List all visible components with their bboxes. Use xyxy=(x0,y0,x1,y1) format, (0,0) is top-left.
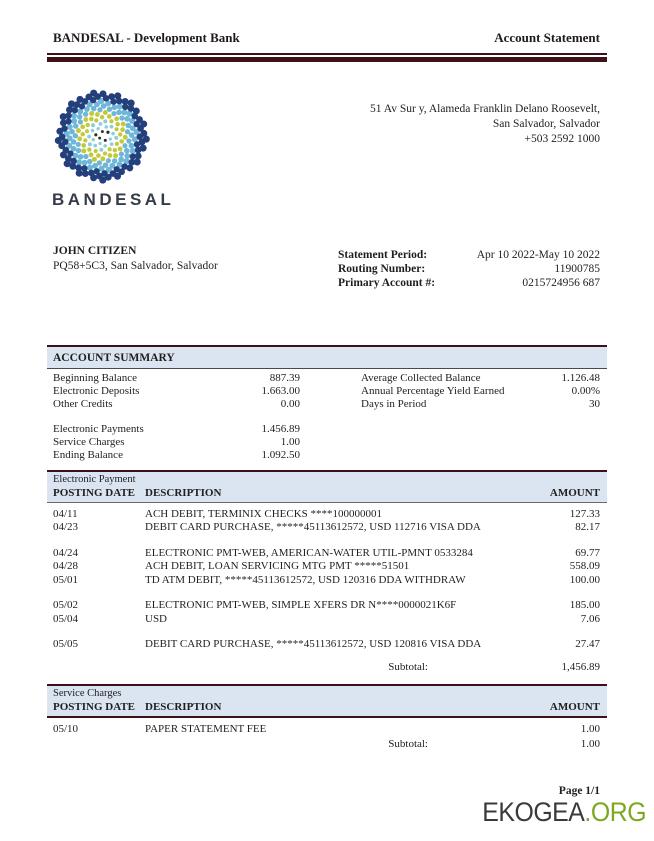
column-headers xyxy=(53,700,600,714)
statement-info xyxy=(338,248,607,290)
summary-left-column xyxy=(47,372,300,462)
table-row xyxy=(53,574,600,588)
subtotal-value: 1,456.89 xyxy=(561,660,600,673)
summary-row xyxy=(53,385,300,398)
summary-row xyxy=(53,398,300,411)
summary-row xyxy=(53,372,300,385)
statement-info-row xyxy=(338,262,600,276)
electronic-payment-header xyxy=(47,470,607,503)
description-cell: DEBIT CARD PURCHASE, *****45113612572, USD 120816 VISA DDA xyxy=(145,638,482,650)
summary-label: Days in Period xyxy=(361,397,427,410)
amount-cell: 7.06 xyxy=(580,612,600,625)
watermark-tld: .ORG xyxy=(584,797,646,827)
bandesal-logo-dots xyxy=(50,84,154,188)
summary-value: 0.00% xyxy=(571,384,600,397)
account-summary-section xyxy=(47,345,607,462)
summary-value: 887.39 xyxy=(269,371,300,384)
table-row xyxy=(53,723,600,737)
description-cell: ELECTRONIC PMT-WEB, AMERICAN-WATER UTIL-PMNT 0533284 xyxy=(145,546,473,559)
service-charges-section xyxy=(47,684,607,751)
bank-address-line: San Salvador, Salvador xyxy=(492,117,600,130)
section-name: Electronic Payment xyxy=(53,473,136,485)
summary-label: Electronic Payments xyxy=(53,422,144,435)
amount-column-header: AMOUNT xyxy=(549,486,600,499)
table-row xyxy=(53,521,600,535)
bank-logo-wordmark: BANDESAL xyxy=(52,189,175,209)
summary-label: Beginning Balance xyxy=(53,371,138,384)
amount-cell: 127.33 xyxy=(569,507,600,520)
description-cell: ELECTRONIC PMT-WEB, SIMPLE XFERS DR N****0000021K6F xyxy=(145,599,457,611)
watermark-name: EKOGEA xyxy=(482,797,585,827)
summary-label: Ending Balance xyxy=(53,448,123,461)
summary-value: 1.456.89 xyxy=(261,422,300,435)
posting-date-cell: 04/11 xyxy=(53,507,78,520)
account-summary-body xyxy=(47,372,607,462)
summary-label: Annual Percentage Yield Earned xyxy=(361,384,505,397)
subtotal-label: Subtotal: xyxy=(388,737,428,750)
table-row xyxy=(53,638,600,652)
service-charges-subtotal xyxy=(47,738,607,752)
table-row xyxy=(53,508,600,522)
summary-row xyxy=(361,398,600,411)
description-cell: ACH DEBIT, LOAN SERVICING MTG PMT *****51501 xyxy=(145,560,410,572)
amount-cell: 1.00 xyxy=(580,723,600,735)
amount-cell: 100.00 xyxy=(569,573,600,586)
posting-date-cell: 04/23 xyxy=(53,521,79,533)
posting-date-cell: 04/24 xyxy=(53,546,79,559)
summary-row xyxy=(53,449,300,462)
bank-name-heading: BANDESAL - Development Bank xyxy=(53,30,240,45)
table-row xyxy=(53,547,600,561)
description-cell: PAPER STATEMENT FEE xyxy=(145,723,267,735)
bank-address xyxy=(370,102,607,210)
summary-label: Electronic Deposits xyxy=(53,384,140,397)
ekogea-watermark xyxy=(482,797,646,828)
summary-row xyxy=(361,385,600,398)
posting-date-cell: 04/28 xyxy=(53,560,79,572)
subtotal-label: Subtotal: xyxy=(388,660,428,673)
summary-value: 30 xyxy=(589,397,600,410)
amount-cell: 558.09 xyxy=(569,560,600,572)
account-summary-title: ACCOUNT SUMMARY xyxy=(53,351,175,364)
posting-date-cell: 05/02 xyxy=(53,599,79,611)
posting-date-cell: 05/04 xyxy=(53,612,79,625)
statement-period-value: Apr 10 2022-May 10 2022 xyxy=(476,248,600,261)
summary-row xyxy=(53,423,300,436)
page-number: Page 1/1 xyxy=(558,785,600,797)
electronic-payment-rows xyxy=(47,508,607,652)
customer-statement-row xyxy=(47,244,607,290)
section-name: Service Charges xyxy=(53,688,122,699)
summary-value: 1.663.00 xyxy=(261,384,300,397)
description-cell: ACH DEBIT, TERMINIX CHECKS ****100000001 xyxy=(145,507,383,520)
electronic-payment-subtotal xyxy=(47,661,607,675)
posting-date-cell: 05/10 xyxy=(53,723,79,735)
amount-column-header: AMOUNT xyxy=(549,701,600,713)
bank-address-line: 51 Av Sur y, Alameda Franklin Delano Roosevelt, xyxy=(370,102,600,115)
summary-value: 1.126.48 xyxy=(561,371,600,384)
bank-identity-row xyxy=(47,84,607,210)
header-divider xyxy=(47,53,607,62)
routing-number-label: Routing Number: xyxy=(338,262,426,275)
document-title: Account Statement xyxy=(494,30,600,45)
bank-phone: +503 2592 1000 xyxy=(524,132,600,145)
table-row xyxy=(53,599,600,613)
account-summary-header xyxy=(47,345,607,369)
summary-row xyxy=(361,372,600,385)
customer-block xyxy=(47,244,218,290)
summary-row xyxy=(53,436,300,449)
summary-label: Service Charges xyxy=(53,435,125,448)
primary-account-label: Primary Account #: xyxy=(338,276,436,289)
service-charges-rows xyxy=(47,723,607,737)
amount-cell: 27.47 xyxy=(575,638,600,650)
bank-logo xyxy=(50,84,174,210)
summary-value: 1.092.50 xyxy=(261,448,300,461)
summary-value: 1.00 xyxy=(280,435,300,448)
summary-value: 0.00 xyxy=(280,397,300,410)
description-column-header: DESCRIPTION xyxy=(145,701,222,713)
table-row xyxy=(53,560,600,574)
statement-info-row xyxy=(338,248,600,262)
posting-date-cell: 05/01 xyxy=(53,573,79,586)
summary-label: Average Collected Balance xyxy=(361,371,481,384)
subtotal-value: 1.00 xyxy=(580,737,600,750)
service-charges-header xyxy=(47,684,607,718)
electronic-payment-section xyxy=(47,470,607,675)
description-cell: TD ATM DEBIT, *****45113612572, USD 120316 DDA WITHDRAW xyxy=(145,573,466,586)
masthead xyxy=(47,30,607,46)
customer-name: JOHN CITIZEN xyxy=(53,244,137,257)
posting-date-column-header: POSTING DATE xyxy=(53,701,136,713)
amount-cell: 69.77 xyxy=(575,546,600,559)
customer-address: PQ58+5C3, San Salvador, Salvador xyxy=(53,259,218,272)
amount-cell: 185.00 xyxy=(569,599,600,611)
statement-period-label: Statement Period: xyxy=(338,248,428,261)
statement-info-row xyxy=(338,276,600,290)
routing-number-value: 11900785 xyxy=(554,262,600,275)
posting-date-cell: 05/05 xyxy=(53,638,79,650)
description-column-header: DESCRIPTION xyxy=(145,486,222,499)
column-headers xyxy=(53,486,600,500)
summary-label: Other Credits xyxy=(53,397,113,410)
posting-date-column-header: POSTING DATE xyxy=(53,486,136,499)
table-row xyxy=(53,613,600,627)
amount-cell: 82.17 xyxy=(575,521,600,533)
primary-account-value: 0215724956 687 xyxy=(522,276,600,289)
description-cell: USD xyxy=(145,612,168,625)
summary-right-column xyxy=(361,372,607,462)
description-cell: DEBIT CARD PURCHASE, *****45113612572, USD 112716 VISA DDA xyxy=(145,521,481,533)
